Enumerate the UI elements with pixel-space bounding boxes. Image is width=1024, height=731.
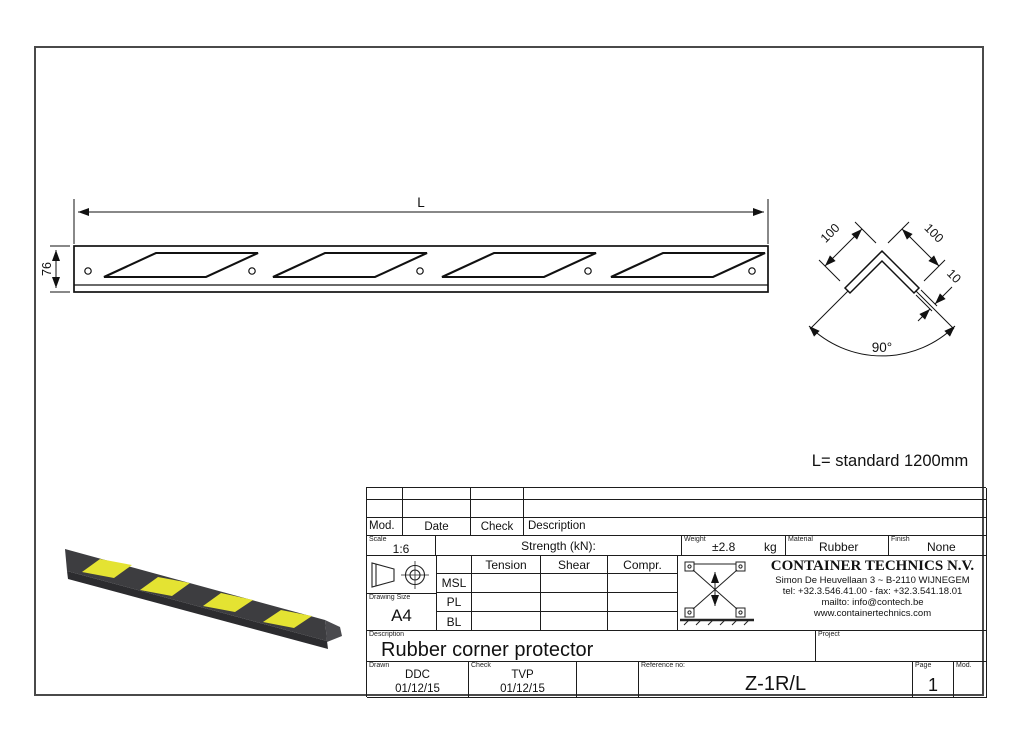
- drawn-label: Drawn: [369, 662, 390, 669]
- weight-value: ±2.8: [712, 540, 736, 554]
- mod-label: Mod.: [956, 662, 972, 669]
- first-angle-projection-icon: [369, 557, 435, 593]
- strength-row-labels: [437, 556, 472, 631]
- height-dim-text: 76: [40, 262, 54, 276]
- scale-label: Scale: [369, 536, 387, 543]
- company-telfax: tel: +32.3.546.41.00 - fax: +32.3.541.18.01: [782, 586, 963, 597]
- plan-view: [40, 195, 768, 292]
- weight-cell: [682, 536, 786, 556]
- col-compr: Compr.: [608, 556, 677, 574]
- finish-value: None: [927, 540, 956, 554]
- company-cell: [678, 556, 987, 631]
- material-value: Rubber: [819, 540, 859, 554]
- strip-front-lip: [67, 571, 328, 649]
- revision-row-b-mod: [367, 500, 403, 518]
- corner-detail-view: [809, 221, 964, 356]
- tension-column: [472, 556, 541, 631]
- title-block: [366, 487, 986, 697]
- scale-value: 1:6: [392, 541, 410, 556]
- length-dim-text: L: [417, 195, 425, 210]
- project-cell: [816, 631, 987, 662]
- reference-value: Z-1R/L: [744, 673, 807, 695]
- check-label: Check: [471, 662, 491, 669]
- check-cell: [469, 662, 577, 698]
- weight-unit: kg: [764, 540, 777, 554]
- reference-label: Reference no:: [641, 662, 685, 669]
- left-leg-dim-text: 100: [817, 220, 843, 246]
- revision-header-date: Date: [403, 518, 471, 536]
- drawing-size-label: Drawing Size: [369, 594, 411, 601]
- standard-length-note: L= standard 1200mm: [811, 452, 969, 470]
- revision-row-a-desc: [524, 488, 987, 500]
- revision-header-mod: Mod.: [367, 518, 403, 536]
- projection-symbol-cell: [367, 556, 437, 594]
- revision-row-b-desc: [524, 500, 987, 518]
- row-bl: BL: [446, 614, 462, 629]
- drawing-size-cell: [367, 594, 437, 631]
- finish-cell: [889, 536, 987, 556]
- blank-cell: [577, 662, 639, 698]
- weight-label: Weight: [684, 536, 706, 543]
- drawn-cell: [367, 662, 469, 698]
- compr-column: [608, 556, 678, 631]
- revision-header-description: Description: [524, 518, 987, 536]
- row-pl: PL: [437, 593, 471, 612]
- row-msl: MSL: [437, 574, 471, 593]
- revision-row-b-date: [403, 500, 471, 518]
- corner-lashing-sketch-icon: [680, 558, 758, 629]
- check-date: 01/12/15: [500, 683, 545, 695]
- page-label: Page: [915, 662, 932, 669]
- page-value: 1: [927, 675, 938, 695]
- right-leg-dim-text: 100: [921, 220, 947, 246]
- check-initials: TVP: [511, 669, 534, 681]
- drawing-size-value: A4: [391, 606, 412, 625]
- revision-header-check: Check: [471, 518, 524, 536]
- strength-label-cell: [436, 536, 682, 556]
- mod-cell: [954, 662, 987, 698]
- isometric-view: [65, 549, 342, 649]
- revision-row-a-date: [403, 488, 471, 500]
- reference-cell: [639, 662, 913, 698]
- company-website: www.containertechnics.com: [813, 608, 932, 619]
- drawn-initials: DDC: [405, 669, 430, 681]
- shear-column: [541, 556, 608, 631]
- scale-cell: [367, 536, 436, 556]
- company-email: mailto: info@contech.be: [821, 597, 924, 608]
- company-address: Simon De Heuvellaan 3 ~ B-2110 WIJNEGEM: [775, 575, 970, 586]
- thickness-dim-text: 10: [943, 266, 964, 287]
- description-value: Rubber corner protector: [381, 639, 594, 661]
- description-label: Description: [369, 631, 405, 638]
- col-shear: Shear: [541, 556, 607, 574]
- strength-label: Strength (kN):: [521, 538, 596, 553]
- angle-dim-text: 90°: [871, 340, 893, 355]
- drawn-date: 01/12/15: [395, 683, 440, 695]
- strip-end-flange: [325, 620, 342, 642]
- revision-row-b-check: [471, 500, 524, 518]
- material-cell: [786, 536, 889, 556]
- company-info: [760, 558, 985, 619]
- company-name: CONTAINER TECHNICS N.V.: [770, 558, 975, 574]
- revision-row-a-check: [471, 488, 524, 500]
- angle-profile: [845, 251, 919, 293]
- material-label: Material: [788, 536, 813, 543]
- revision-row-a-mod: [367, 488, 403, 500]
- finish-label: Finish: [891, 536, 910, 543]
- project-label: Project: [818, 631, 840, 638]
- page-cell: [913, 662, 954, 698]
- description-cell: [367, 631, 816, 662]
- col-tension: Tension: [472, 556, 540, 574]
